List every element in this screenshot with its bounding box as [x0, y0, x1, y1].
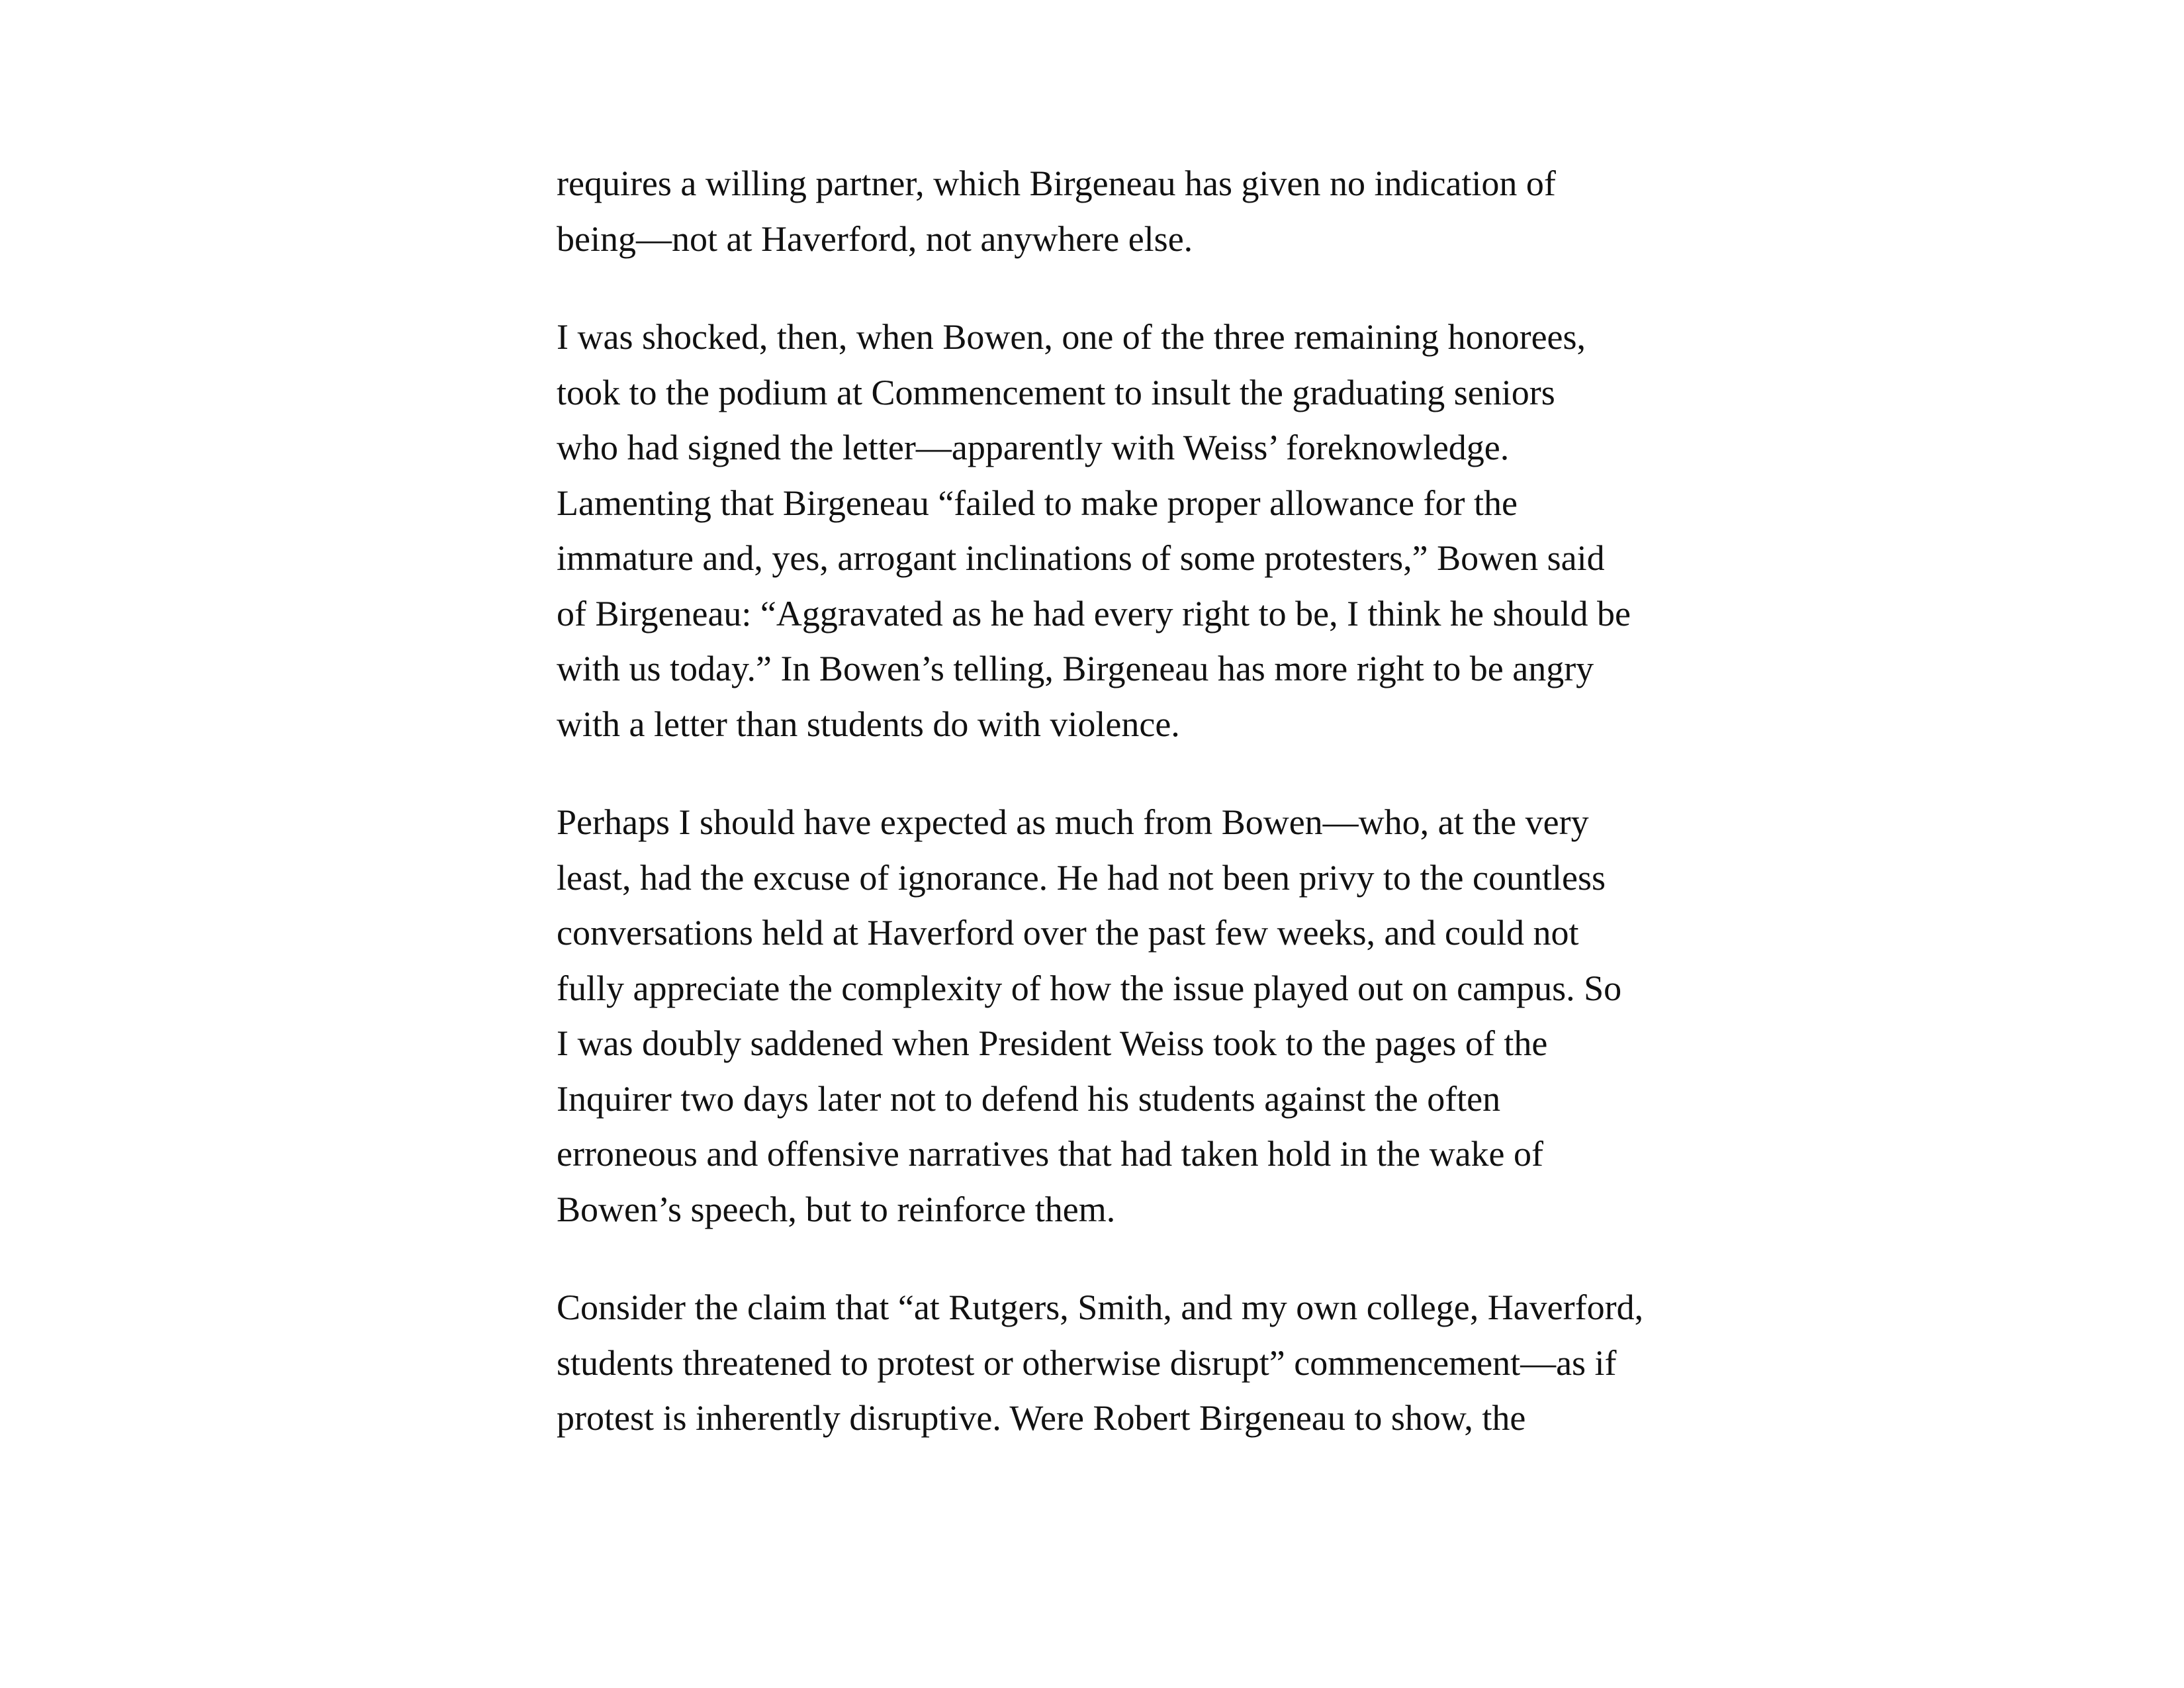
text-line: being—not at Haverford, not anywhere else.: [557, 218, 1193, 259]
text-line: least, had the excuse of ignorance. He had not been privy to the countless: [557, 857, 1606, 898]
paragraph-4: [557, 1280, 1814, 1446]
text-line: I was shocked, then, when Bowen, one of the three remaining honorees,: [557, 317, 1586, 357]
text-line: with us today.” In Bowen’s telling, Birgeneau has more right to be angry: [557, 649, 1594, 688]
text-line: requires a willing partner, which Birgeneau has given no indication of: [557, 164, 1556, 203]
text-line: Inquirer two days later not to defend his students against the often: [557, 1078, 1501, 1119]
text-line: immature and, yes, arrogant inclinations of some protesters,” Bowen said: [557, 538, 1605, 578]
text-line: who had signed the letter—apparently with Weiss’ foreknowledge.: [557, 428, 1510, 467]
text-line: with a letter than students do with violence.: [557, 704, 1180, 744]
text-line: Lamenting that Birgeneau “failed to make proper allowance for the: [557, 483, 1518, 523]
text-line: took to the podium at Commencement to insult the graduating seniors: [557, 372, 1555, 412]
text-line: I was doubly saddened when President Weiss took to the pages of the: [557, 1023, 1548, 1063]
text-line: conversations held at Haverford over the past few weeks, and could not: [557, 913, 1579, 953]
text-line: erroneous and offensive narratives that had taken hold in the wake of: [557, 1134, 1543, 1174]
text-line: Bowen’s speech, but to reinforce them.: [557, 1189, 1116, 1229]
article-body: [557, 156, 1814, 1446]
text-line: Perhaps I should have expected as much from Bowen—who, at the very: [557, 802, 1589, 842]
text-line: fully appreciate the complexity of how the issue played out on campus. So: [557, 968, 1622, 1008]
text-line: students threatened to protest or otherwise disrupt” commencement—as if: [557, 1342, 1617, 1383]
text-line: of Birgeneau: “Aggravated as he had every right to be, I think he should be: [557, 593, 1631, 633]
text-line: Consider the claim that “at Rutgers, Smith, and my own college, Haverford,: [557, 1288, 1644, 1327]
paragraph-3: [557, 795, 1814, 1237]
text-line: protest is inherently disruptive. Were Robert Birgeneau to show, the: [557, 1398, 1526, 1438]
paragraph-2: [557, 310, 1814, 752]
paragraph-1: [557, 156, 1814, 267]
